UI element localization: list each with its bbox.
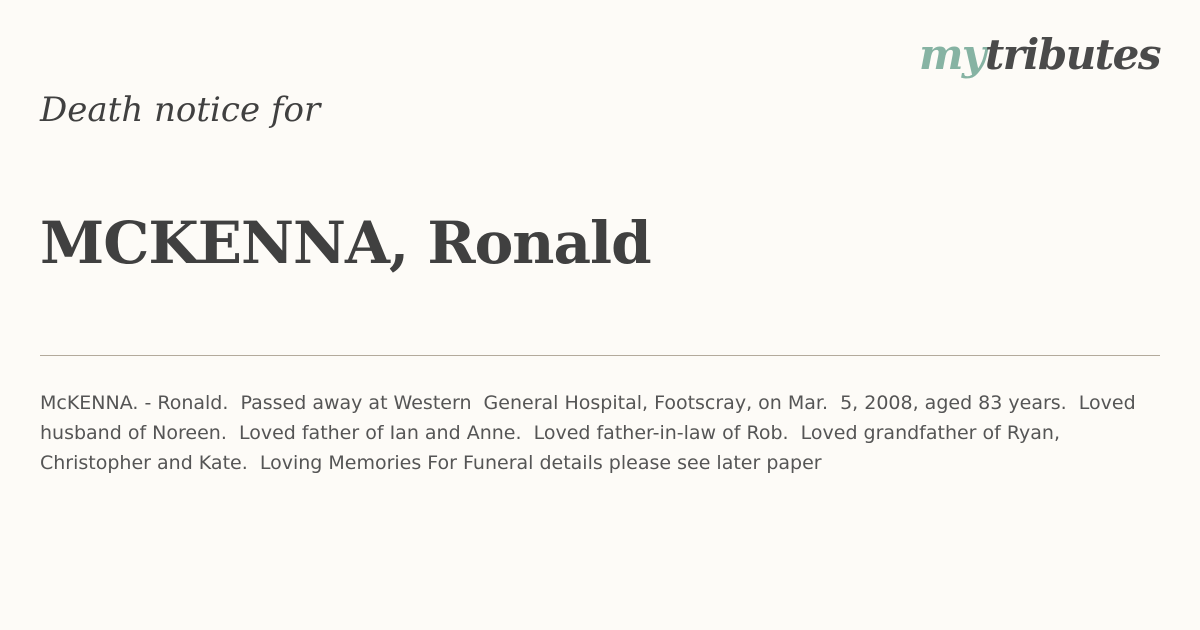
- mytributes-logo[interactable]: [918, 30, 1160, 79]
- notice-body: McKENNA. - Ronald. Passed away at Western General Hospital, Footscray, on Mar. 5, 2008, aged 83 years. Loved husband of Noreen. Loved father of Ian and Anne. Loved father-in-law of Rob. Loved grandfather of Ryan, Christopher and Kate. Loving Memories For Funeral details please see later paper: [40, 392, 1142, 474]
- logo-tributes-text: tributes: [984, 30, 1160, 79]
- section-divider: [40, 355, 1160, 356]
- deceased-name: MCKENNA, Ronald: [40, 209, 651, 277]
- logo-my-text: my: [918, 30, 985, 79]
- notice-kicker: Death notice for: [40, 90, 321, 130]
